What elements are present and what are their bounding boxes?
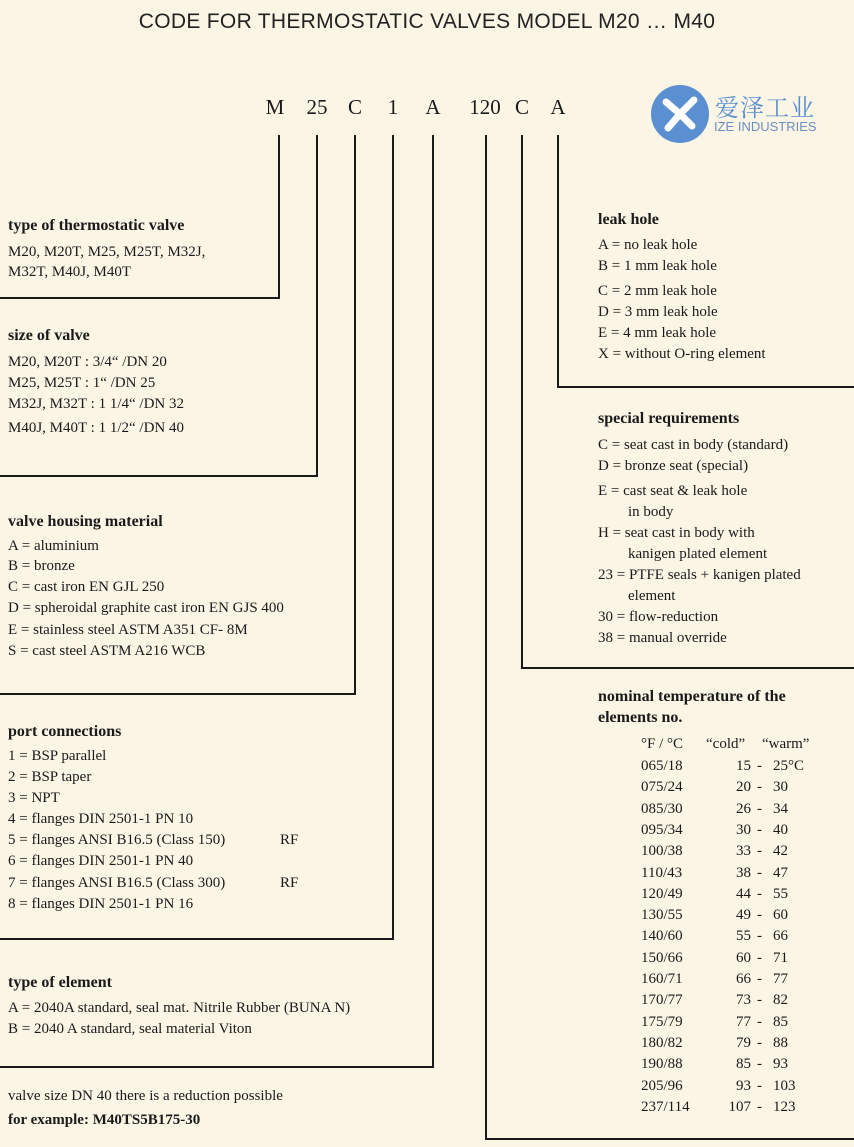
housing-heading: valve housing material [8,513,163,530]
temp-warm: 25°C [773,758,805,774]
temp-warm: 42 [773,843,788,860]
code-special: C [514,95,529,119]
housing-line: D = spheroidal graphite cast iron EN GJS 400 [8,600,284,616]
special-req-line: E = cast seat & leak hole [598,483,748,499]
valve-type-line: M20, M20T, M25, M25T, M32J, [8,244,206,260]
valve-type-heading: type of thermostatic valve [8,217,185,234]
temp-dash: - [757,949,762,966]
temp-cold: 30 [736,821,751,838]
temp-code: 130/55 [641,907,683,924]
port-line: 2 = BSP taper [8,769,92,785]
temp-code: 190/88 [641,1056,683,1073]
temp-warm: 47 [773,864,788,881]
ize-logo-icon [650,84,710,144]
temp-code: 110/43 [641,864,683,881]
element-type-line: A = 2040A standard, seal mat. Nitrile Rubber (BUNA N) [8,1000,351,1016]
logo-cn-text: 爱泽工业 [715,95,815,122]
temp-warm: 88 [773,1034,788,1051]
temp-dash: - [757,779,762,796]
temp-dash: - [757,1077,762,1094]
temp-cold: 44 [736,885,751,902]
leak-hole-line: X = without O-ring element [598,346,766,362]
code-size: 25 [306,95,328,119]
temp-cold: 38 [736,864,751,881]
valve-size-line: M25, M25T : 1“ /DN 25 [8,375,156,391]
temp-dash: - [757,992,762,1009]
temp-code: 180/82 [641,1034,683,1051]
temp-dash: - [757,864,762,881]
code-housing: C [347,95,362,119]
footer-example: for example: M40TS5B175-30 [8,1112,201,1128]
temp-cold: 79 [736,1034,751,1051]
temp-col-cold: “cold” [706,736,746,752]
temp-code: 140/60 [641,928,683,945]
special-req-line: 38 = manual override [598,630,727,646]
temp-warm: 40 [773,821,788,838]
temp-cold: 66 [736,971,751,987]
temp-code: 095/34 [641,821,683,838]
temp-code: 065/18 [641,758,683,774]
temp-code: 160/71 [641,971,683,987]
temp-cold: 33 [736,843,751,860]
temp-cold: 20 [736,779,751,796]
special-req-line: kanigen plated element [628,546,768,562]
temp-dash: - [757,971,762,987]
port-line: 4 = flanges DIN 2501-1 PN 10 [8,811,194,827]
housing-line: E = stainless steel ASTM A351 CF- 8M [8,622,248,638]
temp-warm: 30 [773,779,788,796]
temp-dash: - [757,800,762,817]
special-req-line: in body [628,504,674,520]
temp-code: 175/79 [641,1013,683,1030]
temp-cold: 55 [736,928,751,945]
temp-code: 205/96 [641,1077,683,1094]
temp-code: 150/66 [641,949,683,966]
port-line: 1 = BSP parallel [8,748,107,764]
temp-cold: 49 [736,907,751,924]
port-rf-label: RF [280,875,299,891]
housing-line: B = bronze [8,558,75,574]
temp-code: 237/114 [641,1098,690,1115]
element-type-line: B = 2040 A standard, seal material Viton [8,1021,252,1037]
temp-warm: 71 [773,949,788,966]
temp-code: 085/30 [641,800,683,817]
code-port: 1 [387,95,399,119]
temp-cold: 60 [736,949,751,966]
valve-size-line: M20, M20T : 3/4“ /DN 20 [8,354,167,370]
temp-dash: - [757,758,762,774]
code-element: A [425,95,441,119]
temp-dash: - [757,885,762,902]
housing-line: C = cast iron EN GJL 250 [8,579,165,595]
leak-hole-heading: leak hole [598,211,659,228]
special-req-heading: special requirements [598,410,740,427]
special-req-line: H = seat cast in body with [598,525,755,541]
footer-note: valve size DN 40 there is a reduction possible [8,1088,283,1104]
leak-hole-line: A = no leak hole [598,237,698,253]
special-req-line: element [628,588,676,604]
temp-code: 100/38 [641,843,683,860]
port-heading: port connections [8,723,122,740]
temp-cold: 77 [736,1013,751,1030]
temp-warm: 85 [773,1013,788,1030]
temp-code: 120/49 [641,885,683,902]
code-leak-hole: A [550,95,566,119]
port-line: 3 = NPT [8,790,60,806]
temp-warm: 66 [773,928,788,945]
special-req-line: C = seat cast in body (standard) [598,437,789,453]
code-temperature: 120 [469,95,501,119]
port-line: 7 = flanges ANSI B16.5 (Class 300) [8,875,226,891]
temp-warm: 34 [773,800,788,817]
temp-dash: - [757,1013,762,1030]
leak-hole-line: E = 4 mm leak hole [598,325,717,341]
temp-warm: 60 [773,907,788,924]
temp-cold: 107 [728,1098,751,1115]
temp-cold: 85 [736,1056,751,1073]
temp-dash: - [757,907,762,924]
port-rf-label: RF [280,832,299,848]
temp-col-warm: “warm” [762,736,810,752]
temp-warm: 103 [773,1077,796,1094]
temp-dash: - [757,821,762,838]
temp-warm: 123 [773,1098,796,1115]
temp-dash: - [757,843,762,860]
temp-warm: 93 [773,1056,788,1073]
temp-warm: 77 [773,971,788,987]
temp-dash: - [757,1098,762,1115]
page-title: CODE FOR THERMOSTATIC VALVES MODEL M20 … M40 [138,10,716,33]
temp-cold: 15 [736,758,751,774]
temp-dash: - [757,1034,762,1051]
temp-code: 075/24 [641,779,683,796]
housing-line: A = aluminium [8,538,99,554]
valve-size-line: M40J, M40T : 1 1/2“ /DN 40 [8,420,184,436]
code-model-prefix: M [265,95,285,119]
leak-hole-line: C = 2 mm leak hole [598,283,717,299]
temp-col-code: °F / °C [641,736,684,752]
leak-hole-line: D = 3 mm leak hole [598,304,718,320]
temperature-table [641,758,841,1128]
port-line: 6 = flanges DIN 2501-1 PN 40 [8,853,194,869]
temp-warm: 82 [773,992,788,1009]
special-req-line: 23 = PTFE seals + kanigen plated [598,567,801,583]
valve-size-line: M32J, M32T : 1 1/4“ /DN 32 [8,396,184,412]
valve-size-heading: size of valve [8,327,90,344]
temp-cold: 73 [736,992,751,1009]
special-req-line: D = bronze seat (special) [598,458,749,474]
leak-hole-line: B = 1 mm leak hole [598,258,717,274]
port-line: 8 = flanges DIN 2501-1 PN 16 [8,896,194,912]
valve-type-line: M32T, M40J, M40T [8,264,132,280]
element-type-heading: type of element [8,974,112,991]
temp-cold: 26 [736,800,751,817]
temp-heading: nominal temperature of the [598,688,786,705]
housing-line: S = cast steel ASTM A216 WCB [8,643,206,659]
temp-code: 170/77 [641,992,683,1009]
temp-cold: 93 [736,1077,751,1094]
logo-en-text: IZE INDUSTRIES [714,119,817,134]
temp-dash: - [757,1056,762,1073]
temp-heading-2: elements no. [598,709,683,726]
port-line: 5 = flanges ANSI B16.5 (Class 150) [8,832,226,848]
temp-warm: 55 [773,885,788,902]
temp-dash: - [757,928,762,945]
special-req-line: 30 = flow-reduction [598,609,719,625]
